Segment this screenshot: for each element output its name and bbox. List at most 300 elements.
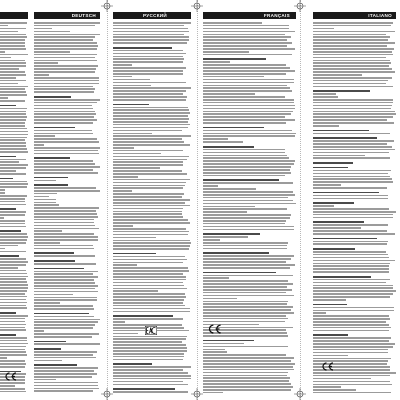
text-line <box>203 200 293 202</box>
text-line <box>113 282 183 284</box>
text-line <box>34 48 97 50</box>
text-line <box>113 121 188 123</box>
text-line <box>34 96 71 98</box>
text-line <box>34 236 98 238</box>
text-line <box>0 192 5 194</box>
text-line <box>34 141 99 143</box>
text-line <box>34 291 98 293</box>
text-line <box>113 187 183 189</box>
text-line <box>203 229 294 231</box>
text-line <box>203 122 286 124</box>
text-line <box>113 219 188 221</box>
column-header-bar <box>313 12 396 19</box>
text-line <box>113 82 186 84</box>
text-line <box>313 287 393 289</box>
text-line <box>0 299 26 301</box>
text-line <box>0 239 27 241</box>
text-line <box>313 330 389 332</box>
text-line <box>34 302 60 304</box>
text-line <box>0 312 16 314</box>
text-line <box>0 337 27 339</box>
text-line <box>203 349 225 351</box>
text-line <box>203 366 293 368</box>
text-line <box>34 288 95 290</box>
text-line <box>203 157 289 159</box>
text-line <box>113 179 190 181</box>
text-line <box>203 194 295 196</box>
text-line <box>203 51 249 53</box>
fold-line <box>300 0 301 400</box>
text-line <box>0 357 7 359</box>
text-line <box>313 211 396 213</box>
text-line <box>313 208 389 210</box>
text-line <box>34 279 94 281</box>
text-line <box>313 337 391 339</box>
column-1 <box>0 12 28 393</box>
text-line <box>34 127 75 129</box>
text-line <box>203 236 248 238</box>
text-line <box>34 153 99 155</box>
text-line <box>0 25 8 27</box>
text-line <box>203 203 296 205</box>
text-line <box>313 65 389 67</box>
text-line <box>203 214 291 216</box>
text-line <box>0 287 28 289</box>
text-line <box>203 155 287 157</box>
text-line <box>113 341 182 343</box>
column-header-bar <box>0 12 28 19</box>
text-line <box>113 288 187 290</box>
text-line <box>0 276 28 278</box>
text-line <box>313 389 356 391</box>
text-line <box>203 93 255 95</box>
text-line <box>203 79 294 81</box>
text-line <box>313 263 390 265</box>
text-line <box>313 119 387 121</box>
text-line <box>203 48 295 50</box>
text-line <box>313 315 389 317</box>
text-line <box>313 198 388 200</box>
text-line <box>34 102 97 104</box>
text-line <box>34 305 93 307</box>
text-line <box>0 318 25 320</box>
text-line <box>313 386 341 388</box>
text-line <box>113 138 182 140</box>
text-line <box>203 73 286 75</box>
text-line <box>113 381 183 383</box>
registration-crosshair-icon <box>294 388 306 400</box>
text-line <box>313 25 391 27</box>
fold-line <box>107 0 108 400</box>
column-text-block <box>34 22 100 393</box>
text-line <box>34 169 93 171</box>
text-line <box>203 163 294 165</box>
text-line <box>34 324 95 326</box>
text-line <box>0 88 25 90</box>
text-line <box>313 257 389 259</box>
text-line <box>313 90 370 92</box>
text-line <box>313 83 386 85</box>
text-line <box>203 102 294 104</box>
text-line <box>203 312 294 314</box>
column-header-bar <box>203 12 296 19</box>
text-line <box>313 254 388 256</box>
text-line <box>0 223 25 225</box>
text-line <box>113 76 132 78</box>
text-line <box>34 360 62 362</box>
text-line <box>203 383 291 385</box>
text-line <box>0 189 5 191</box>
text-line <box>113 256 185 258</box>
text-line <box>313 233 395 235</box>
text-line <box>113 135 191 137</box>
text-line <box>34 42 97 44</box>
text-line <box>313 137 377 139</box>
text-line <box>313 155 365 157</box>
text-line <box>203 188 256 190</box>
text-line <box>34 22 100 24</box>
text-line <box>313 372 396 374</box>
text-line <box>313 152 389 154</box>
text-line <box>34 199 56 201</box>
text-line <box>313 176 390 178</box>
text-line <box>203 70 295 72</box>
text-line <box>203 141 243 143</box>
column-text-block <box>0 22 28 393</box>
text-line <box>313 268 389 270</box>
text-line <box>0 42 25 44</box>
text-line <box>203 39 287 41</box>
text-line <box>203 166 291 168</box>
text-line <box>203 372 288 374</box>
text-line <box>313 170 391 172</box>
text-line <box>313 113 396 115</box>
text-line <box>113 262 183 264</box>
text-line <box>313 241 388 243</box>
text-line <box>313 260 395 262</box>
text-line <box>34 370 94 372</box>
text-line <box>0 159 26 161</box>
text-line <box>203 82 294 84</box>
text-line <box>34 321 98 323</box>
text-line <box>313 74 362 76</box>
text-line <box>203 261 286 263</box>
text-line <box>203 152 285 154</box>
text-line <box>113 366 191 368</box>
text-line <box>34 31 70 33</box>
text-line <box>34 263 96 265</box>
text-line <box>34 25 95 27</box>
text-line <box>0 201 25 203</box>
text-line <box>203 160 295 162</box>
text-line <box>34 187 96 189</box>
text-line <box>203 298 237 300</box>
text-line <box>203 223 285 225</box>
text-line <box>313 392 391 393</box>
text-line <box>113 156 189 158</box>
text-line <box>0 134 28 136</box>
text-line <box>34 80 99 82</box>
text-line <box>113 296 186 298</box>
text-line <box>113 124 190 126</box>
text-line <box>0 233 27 235</box>
text-line <box>313 299 346 301</box>
text-line <box>313 248 355 250</box>
text-line <box>203 34 285 36</box>
column-2 <box>34 12 100 393</box>
text-line <box>113 285 184 287</box>
text-line <box>0 167 26 169</box>
text-line <box>203 116 285 118</box>
text-line <box>113 375 191 377</box>
text-line <box>313 167 348 169</box>
text-line <box>0 54 28 56</box>
text-line <box>0 307 27 309</box>
text-line <box>113 109 189 111</box>
text-line <box>34 282 95 284</box>
text-line <box>203 340 254 342</box>
text-line <box>313 45 387 47</box>
text-line <box>34 86 93 88</box>
text-line <box>34 180 56 182</box>
text-line <box>0 113 26 115</box>
text-line <box>0 142 26 144</box>
text-line <box>313 102 393 104</box>
text-line <box>203 380 289 382</box>
text-line <box>0 31 18 33</box>
text-line <box>203 321 285 323</box>
text-line <box>313 384 392 386</box>
text-line <box>313 205 334 207</box>
text-line <box>34 385 98 387</box>
text-line <box>313 31 395 33</box>
text-line <box>203 113 291 115</box>
text-line <box>113 193 184 195</box>
text-line <box>113 104 149 106</box>
text-line <box>313 318 390 320</box>
text-line <box>203 87 290 89</box>
text-line <box>0 349 25 351</box>
text-line <box>313 146 392 148</box>
text-line <box>0 220 25 222</box>
text-line <box>113 205 190 207</box>
text-line <box>203 149 285 151</box>
text-line <box>313 96 338 98</box>
text-line <box>34 51 70 53</box>
text-line <box>34 299 97 301</box>
text-line <box>203 36 291 38</box>
column-header-label: FRANÇAIS <box>263 13 290 18</box>
text-line <box>113 290 158 292</box>
text-line <box>0 51 5 53</box>
text-line <box>113 31 189 33</box>
text-line <box>34 348 61 350</box>
text-line <box>34 276 98 278</box>
text-line <box>313 111 395 113</box>
text-line <box>113 311 190 313</box>
text-line <box>0 164 28 166</box>
text-line <box>313 130 369 132</box>
text-line <box>113 350 187 352</box>
text-line <box>203 275 293 277</box>
text-line <box>313 149 395 151</box>
text-line <box>113 318 183 320</box>
text-line <box>313 282 386 284</box>
text-line <box>0 211 26 213</box>
text-line <box>34 239 98 241</box>
text-line <box>203 283 293 285</box>
text-line <box>34 105 92 107</box>
text-line <box>113 133 152 135</box>
text-line <box>34 60 97 62</box>
column-4 <box>203 12 296 393</box>
text-line <box>313 105 392 107</box>
text-line <box>113 99 186 101</box>
text-line <box>0 230 21 232</box>
text-line <box>0 91 26 93</box>
text-line <box>113 315 173 317</box>
text-line <box>203 54 292 56</box>
column-header-label: DEUTSCH <box>71 13 96 18</box>
text-line <box>0 22 27 24</box>
text-line <box>313 340 389 342</box>
text-line <box>0 251 26 253</box>
ce-mark-icon <box>321 362 334 371</box>
text-line <box>34 135 55 137</box>
text-line <box>203 127 264 129</box>
text-line <box>0 382 25 384</box>
text-line <box>0 94 27 96</box>
text-line <box>0 181 27 183</box>
text-line <box>113 182 186 184</box>
text-line <box>203 335 288 337</box>
text-line <box>0 363 26 365</box>
text-line <box>34 45 98 47</box>
text-line <box>203 363 295 365</box>
text-line <box>203 277 229 279</box>
text-line <box>203 99 294 101</box>
text-line <box>203 351 227 353</box>
text-line <box>0 139 25 141</box>
text-line <box>0 360 25 362</box>
text-line <box>34 116 94 118</box>
text-line <box>203 315 286 317</box>
text-line <box>313 355 348 357</box>
text-line <box>113 231 189 233</box>
column-header-label: РУССКИЙ <box>143 13 168 18</box>
text-line <box>313 293 393 295</box>
text-line <box>203 375 287 377</box>
text-line <box>34 147 100 149</box>
text-line <box>203 211 247 213</box>
text-line <box>313 375 390 377</box>
text-line <box>203 377 290 379</box>
text-line <box>0 128 27 130</box>
text-line <box>313 54 393 56</box>
text-line <box>203 108 295 110</box>
text-line <box>34 138 97 140</box>
text-line <box>313 93 336 95</box>
text-line <box>203 28 289 30</box>
fold-line <box>197 0 198 400</box>
text-line <box>34 245 93 247</box>
text-line <box>203 61 230 63</box>
text-line <box>34 255 95 257</box>
text-line <box>113 228 186 230</box>
text-line <box>34 210 96 212</box>
text-line <box>0 71 25 73</box>
registration-crosshair-icon <box>294 0 306 12</box>
text-line <box>0 173 26 175</box>
text-line <box>313 352 388 354</box>
text-line <box>113 159 187 161</box>
text-line <box>34 313 89 315</box>
text-line <box>313 324 389 326</box>
text-line <box>203 191 293 193</box>
text-line <box>113 153 161 155</box>
text-line <box>0 267 18 269</box>
text-line <box>203 76 264 78</box>
text-line <box>34 367 98 369</box>
text-line <box>0 186 27 188</box>
text-line <box>113 202 185 204</box>
text-line <box>313 28 334 30</box>
text-line <box>113 253 156 255</box>
text-line <box>113 176 138 178</box>
text-line <box>203 280 288 282</box>
text-line <box>34 113 96 115</box>
text-line <box>34 184 68 186</box>
text-line <box>313 310 394 312</box>
text-line <box>113 118 189 120</box>
column-text-block <box>313 22 396 393</box>
text-line <box>0 305 26 307</box>
text-line <box>0 204 26 206</box>
text-line <box>113 147 134 149</box>
text-line <box>0 68 19 70</box>
text-line <box>34 99 100 101</box>
text-line <box>313 358 391 360</box>
text-line <box>313 48 394 50</box>
text-line <box>0 315 28 317</box>
text-line <box>0 242 26 244</box>
text-line <box>313 34 386 36</box>
text-line <box>34 196 49 198</box>
text-line <box>34 172 98 174</box>
text-line <box>203 354 286 356</box>
text-line <box>113 39 189 41</box>
text-line <box>0 281 27 283</box>
text-line <box>0 302 27 304</box>
text-line <box>0 36 27 38</box>
text-line <box>113 248 189 250</box>
text-line <box>313 133 390 135</box>
text-line <box>203 392 223 393</box>
text-line <box>34 230 62 232</box>
text-line <box>34 248 94 250</box>
text-line <box>203 264 295 266</box>
text-line <box>113 369 183 371</box>
text-line <box>313 62 391 64</box>
text-line <box>34 222 94 224</box>
text-line <box>0 45 25 47</box>
text-line <box>113 208 183 210</box>
text-line <box>34 225 95 227</box>
text-line <box>203 343 244 345</box>
text-line <box>113 347 187 349</box>
text-line <box>313 307 394 309</box>
text-line <box>34 382 98 384</box>
